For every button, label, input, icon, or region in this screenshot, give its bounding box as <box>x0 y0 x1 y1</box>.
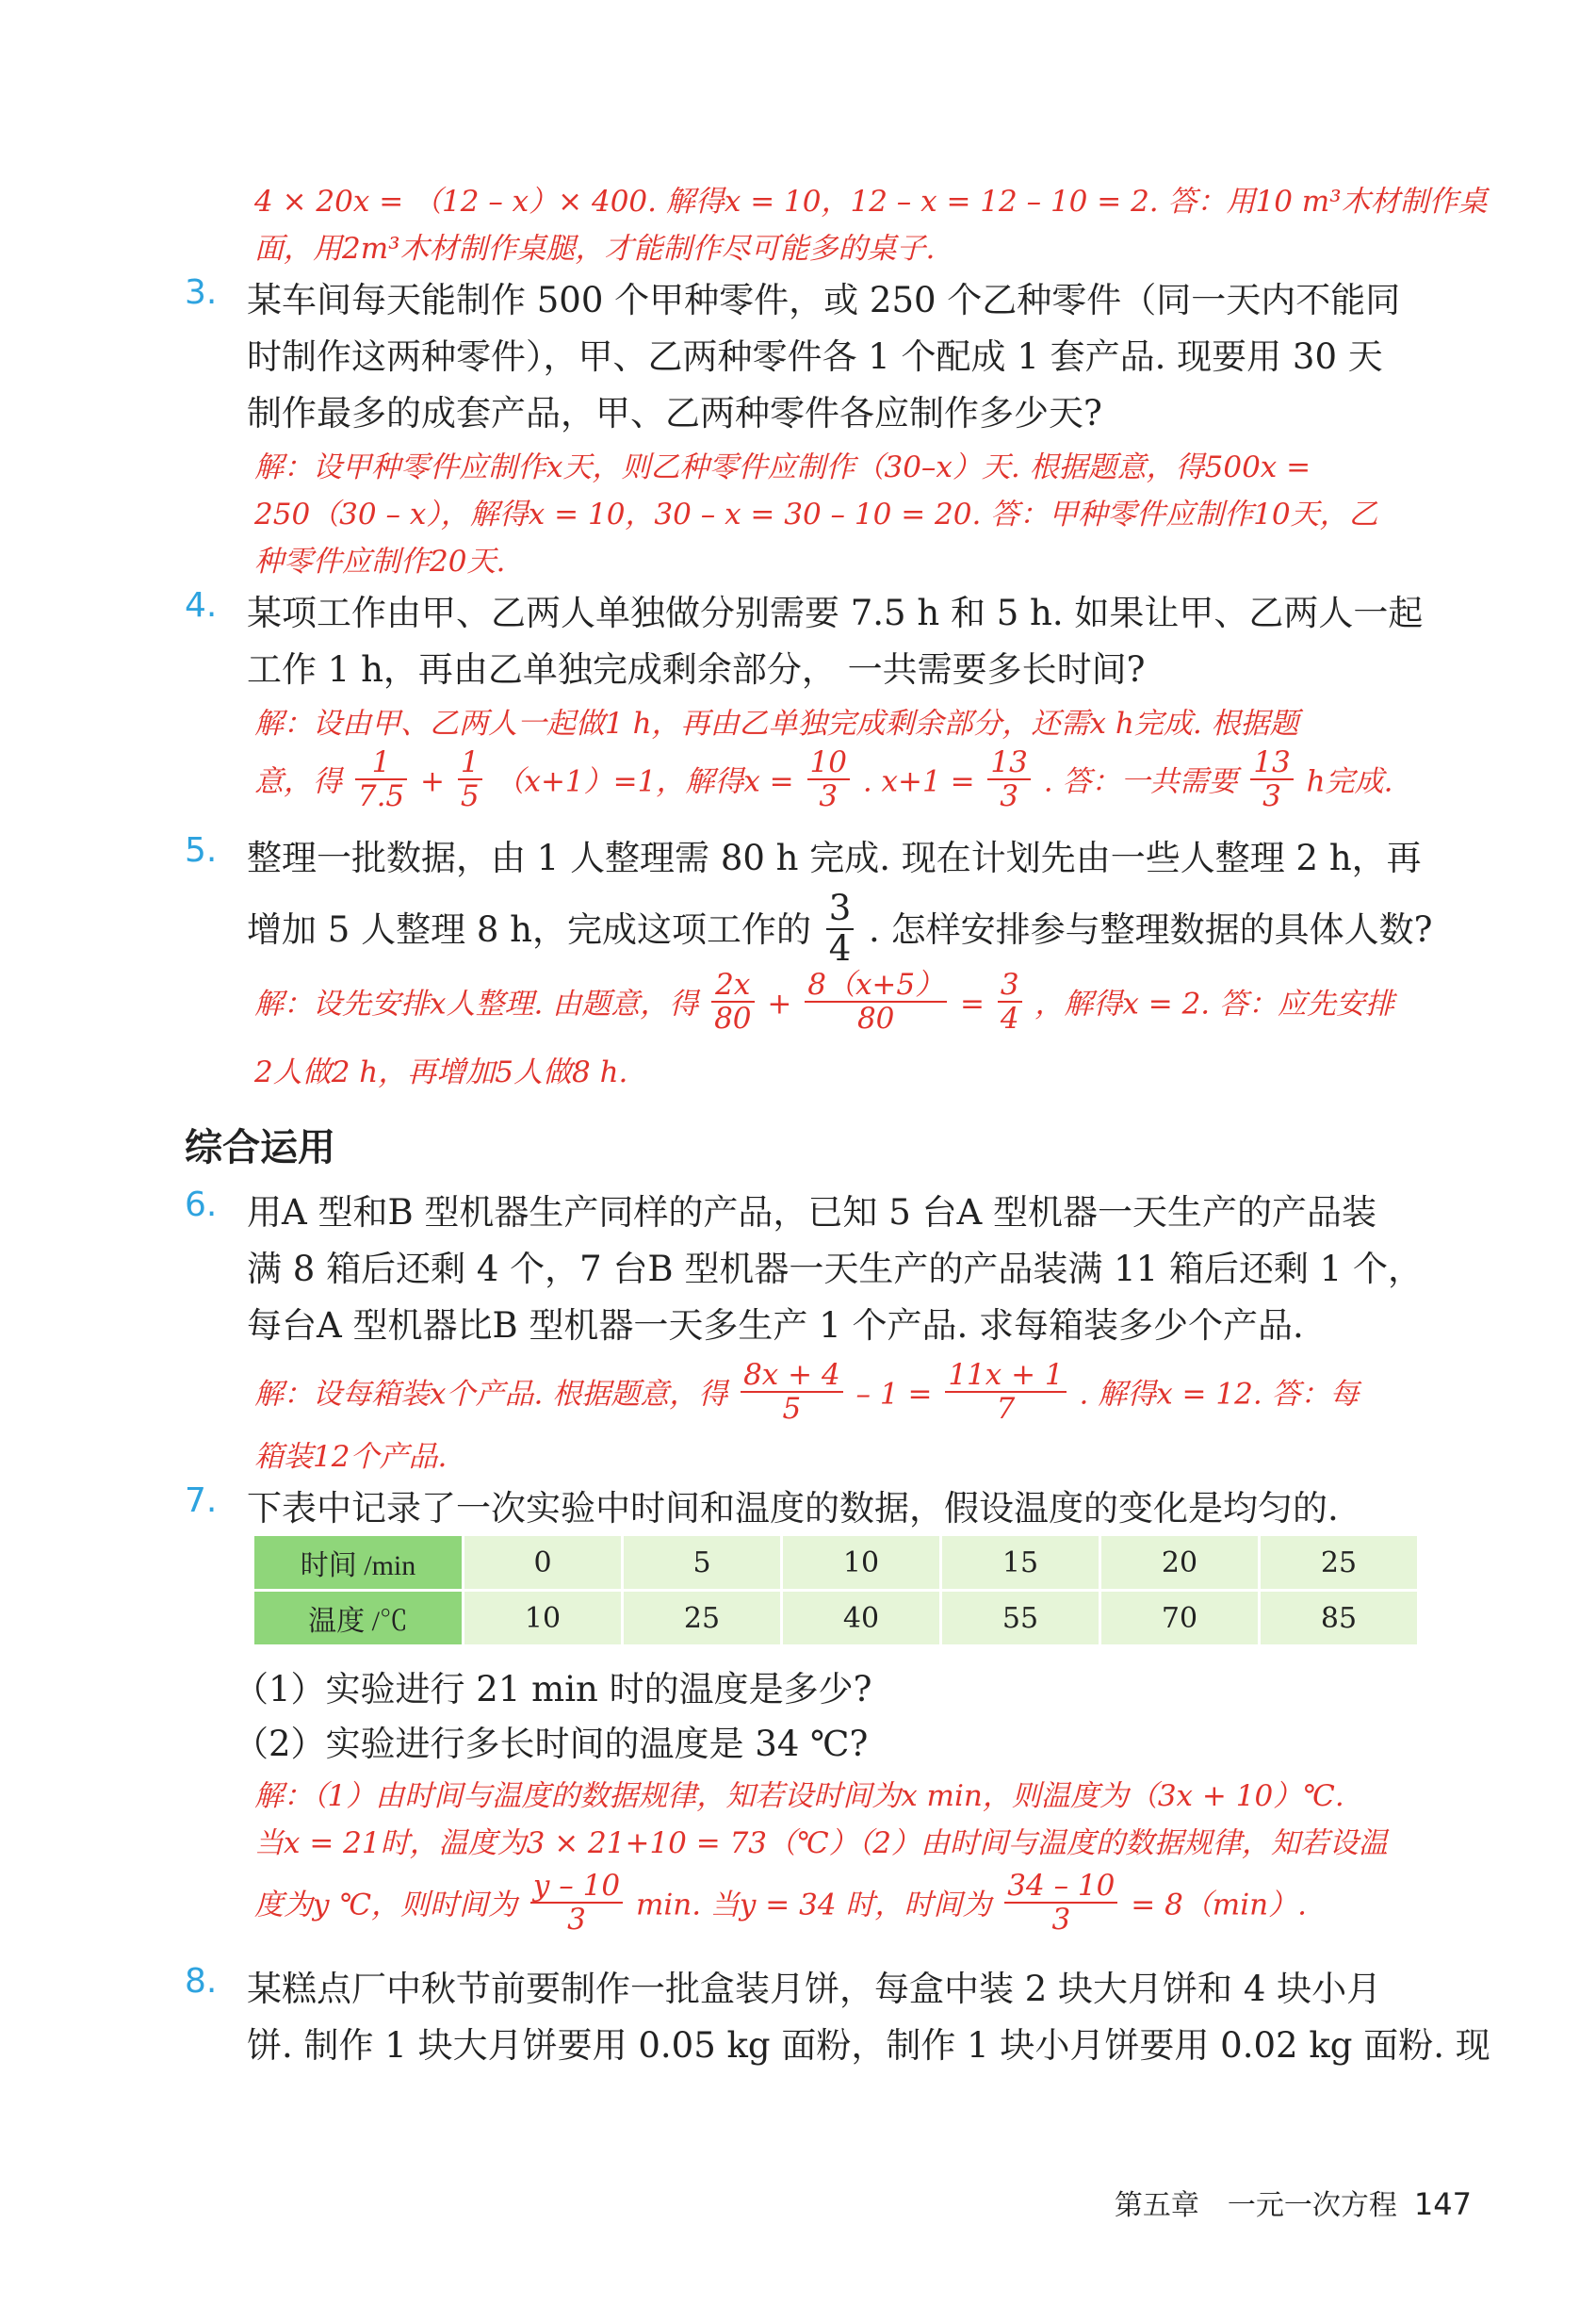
answer-line: 面，用2m³木材制作桌腿，才能制作尽可能多的桌子. <box>254 232 936 266</box>
problem-number: 4. <box>185 586 218 625</box>
answer-line: 解：（1）由时间与温度的数据规律，知若设时间为x min，则温度为（3x + 10）℃. <box>254 1779 1344 1813</box>
fraction: $\frac{3}{4}$ <box>826 890 855 968</box>
problem-number: 7. <box>185 1481 218 1520</box>
fraction: $\frac{13}{3}$ <box>987 746 1030 812</box>
table-cell: 5 <box>621 1536 780 1592</box>
answer-line: 当x = 21时，温度为3 × 21+10 = 73（℃）（2）由时间与温度的数据规律，知若设温 <box>254 1826 1388 1860</box>
answer-line: 2人做2 h，再增加5人做8 h. <box>254 1055 628 1089</box>
answer-line: 4 × 20x = （12 – x）× 400. 解得x = 10，12 – x = 12 – 10 = 2. 答：用10 m³木材制作桌 <box>254 185 1488 219</box>
table-cell: 55 <box>939 1592 1099 1644</box>
problem-text: 工作 1 h，再由乙单独完成剩余部分， 一共需要多长时间? <box>247 649 1146 690</box>
table-cell: 25 <box>1258 1536 1417 1592</box>
chapter-title: 第五章 一元一次方程 <box>1114 2189 1397 2222</box>
answer-line: 种零件应制作20天. <box>254 545 506 579</box>
answer-line: 解：设由甲、乙两人一起做1 h，再由乙单独完成剩余部分，还需x h完成. 根据题 <box>254 707 1299 741</box>
table-cell: 0 <box>462 1536 621 1592</box>
answer-line-with-fractions: 意，得 $\frac{1}{7.5}$ + $\frac{1}{5}$ （x+1）=1，解得x = $\frac{10}{3}$ . x+1 = $\frac{13}{3}$ . 答：一共需要 $\frac{13}{3}$ h完成. <box>254 745 1393 814</box>
answer-line-with-fractions: 解：设每箱装x个产品. 根据题意，得 $\frac{8x + 4}{5}$ – 1 = $\frac{11x + 1}{7}$ . 解得x = 12. 答：每 <box>254 1358 1360 1427</box>
problem-text: 某车间每天能制作 500 个甲种零件，或 250 个乙种零件（同一天内不能同 <box>247 280 1401 320</box>
fraction: $\frac{34 - 10}{3}$ <box>1004 1870 1117 1936</box>
page-number: 147 <box>1413 2186 1472 2222</box>
fraction: $\frac{11x + 1}{7}$ <box>945 1359 1066 1425</box>
table-cell: 25 <box>621 1592 780 1644</box>
page-footer <box>1115 2182 1472 2223</box>
table-cell: 20 <box>1099 1536 1258 1592</box>
section-title: 综合运用 <box>185 1126 335 1169</box>
row-header: 温度 /℃ <box>254 1592 462 1644</box>
sub-question: （1）实验进行 21 min 时的温度是多少? <box>234 1669 872 1709</box>
problem-text: 满 8 箱后还剩 4 个，7 台B 型机器一天生产的产品装满 11 箱后还剩 1 个， <box>247 1249 1424 1289</box>
answer-line: 250（30 – x），解得x = 10，30 – x = 30 – 10 = 20. 答：甲种零件应制作10天，乙 <box>254 498 1378 531</box>
table-row <box>254 1536 1417 1592</box>
problem-text: 饼. 制作 1 块大月饼要用 0.05 kg 面粉，制作 1 块小月饼要用 0.02 kg 面粉. 现 <box>247 2025 1490 2066</box>
fraction: $\frac{2x}{80}$ <box>711 969 754 1035</box>
table-row <box>254 1592 1417 1644</box>
problem-number: 5. <box>185 831 218 870</box>
problem-text: 时制作这两种零件），甲、乙两种零件各 1 个配成 1 套产品. 现要用 30 天 <box>247 336 1383 377</box>
table-cell: 85 <box>1258 1592 1417 1644</box>
problem-number: 8. <box>185 1962 218 2001</box>
answer-line: 箱装12个产品. <box>254 1440 448 1474</box>
sub-question: （2）实验进行多长时间的温度是 34 ℃? <box>234 1724 869 1764</box>
fraction: $\frac{8(x+5)}{80}$ <box>805 969 947 1035</box>
data-table <box>254 1536 1417 1644</box>
table-cell: 40 <box>780 1592 939 1644</box>
fraction: $\frac{8x + 4}{5}$ <box>741 1359 843 1425</box>
table-cell: 10 <box>780 1536 939 1592</box>
fraction: $\frac{y - 10}{3}$ <box>530 1870 623 1936</box>
answer-line: 解：设甲种零件应制作x天，则乙种零件应制作（30–x）天. 根据题意，得500x = <box>254 450 1311 484</box>
table-cell: 70 <box>1099 1592 1258 1644</box>
problem-text: 整理一批数据，由 1 人整理需 80 h 完成. 现在计划先由一些人整理 2 h，再 <box>247 838 1422 878</box>
problem-text: 下表中记录了一次实验中时间和温度的数据，假设温度的变化是均匀的. <box>247 1488 1339 1529</box>
problem-text: 某糕点厂中秋节前要制作一批盒装月饼，每盒中装 2 块大月饼和 4 块小月 <box>247 1969 1382 2009</box>
fraction: $\frac{13}{3}$ <box>1250 746 1293 812</box>
problem-number: 3. <box>185 273 218 312</box>
problem-text: 某项工作由甲、乙两人单独做分别需要 7.5 h 和 5 h. 如果让甲、乙两人一起 <box>247 593 1424 633</box>
problem-text: 制作最多的成套产品，甲、乙两种零件各应制作多少天? <box>247 393 1102 433</box>
answer-line-with-fractions: 度为y ℃，则时间为 $\frac{y - 10}{3}$ min. 当y = 34 时，时间为 $\frac{34 - 10}{3}$ = 8（min）. <box>254 1869 1307 1938</box>
problem-text-with-fraction: 增加 5 人整理 8 h，完成这项工作的 $\frac{3}{4}$ . 怎样安排参与整理数据的具体人数? <box>247 888 1433 969</box>
table-cell: 10 <box>462 1592 621 1644</box>
answer-line-with-fractions: 解：设先安排x人整理. 由题意，得 $\frac{2x}{80}$ + $\frac{8(x+5)}{80}$ = $\frac{3}{4}$ ，解得x = 2. 答：应先安排 <box>254 968 1395 1037</box>
fraction: $\frac{1}{7.5}$ <box>355 746 407 812</box>
fraction: $\frac{10}{3}$ <box>807 746 850 812</box>
problem-text: 用A 型和B 型机器生产同样的产品，已知 5 台A 型机器一天生产的产品装 <box>247 1192 1376 1233</box>
fraction: $\frac{1}{5}$ <box>458 746 482 812</box>
row-header: 时间 /min <box>254 1536 462 1592</box>
problem-text: 每台A 型机器比B 型机器一天多生产 1 个产品. 求每箱装多少个产品. <box>247 1305 1304 1346</box>
problem-number: 6. <box>185 1186 218 1224</box>
table-cell: 15 <box>939 1536 1099 1592</box>
fraction: $\frac{3}{4}$ <box>998 969 1022 1035</box>
